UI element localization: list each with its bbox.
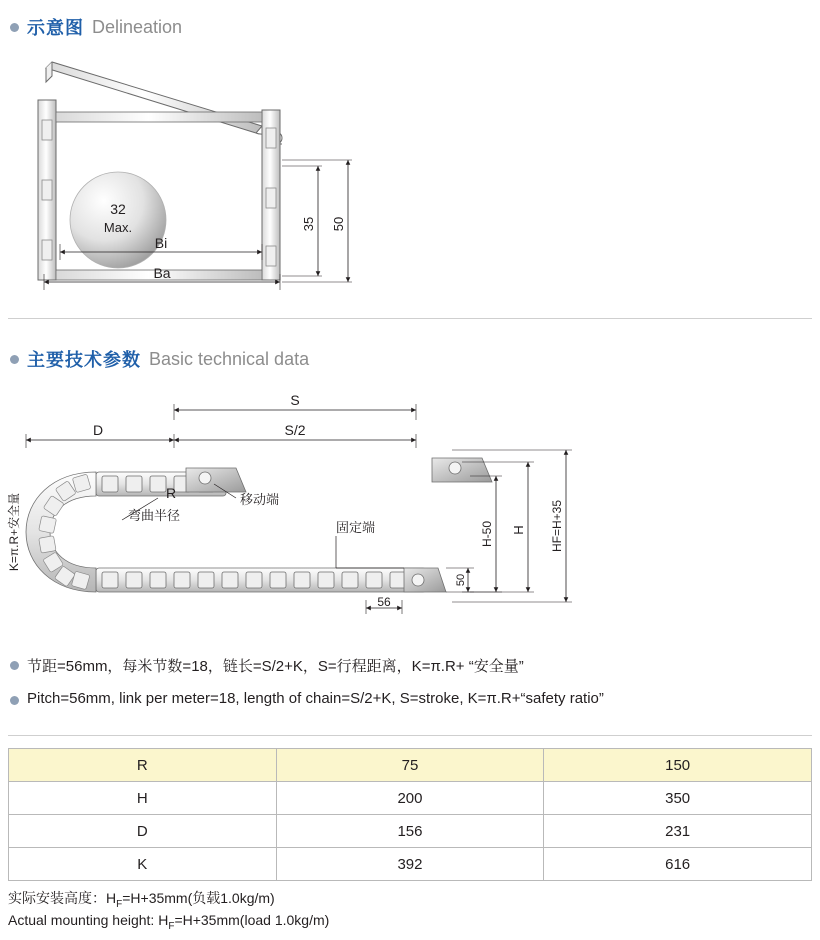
- moving-end-label: 移动端: [240, 492, 280, 507]
- row-label: R: [9, 749, 277, 782]
- dim-H-minus-50-label: H-50: [480, 520, 494, 548]
- bend-radius-label-cn: 弯曲半径: [128, 508, 181, 523]
- bullet-icon: [10, 696, 19, 705]
- dim-50-label: 50: [331, 216, 346, 232]
- section-header-basic-data: [10, 346, 309, 372]
- divider-1: [8, 318, 812, 319]
- footer-en-post: =H+35mm(load 1.0kg/m): [174, 912, 330, 928]
- section-title-cn: 主要技术参数: [27, 350, 141, 370]
- bullet-icon: [10, 355, 19, 364]
- bullet-icon: [10, 661, 19, 670]
- row-value-2: 150: [544, 749, 812, 782]
- bullet-icon: [10, 23, 19, 32]
- dim-50-lower-label: 50: [455, 573, 467, 587]
- row-value-2: 350: [544, 782, 812, 815]
- dim-R-label: R: [166, 485, 177, 501]
- dim-S-label: S: [290, 392, 300, 408]
- ball-max-label: Max.: [103, 220, 133, 235]
- footer-en-sub: F: [168, 920, 175, 932]
- section-title-en: Basic technical data: [149, 348, 310, 369]
- delineation-diagram: [0, 48, 420, 308]
- row-value-2: 616: [544, 848, 812, 881]
- dim-35-label: 35: [301, 216, 316, 232]
- fixed-end-label: 固定端: [336, 520, 376, 535]
- technical-data-diagram: [0, 380, 640, 650]
- footer-cn-post: =H+35mm(负载1.0kg/m): [122, 890, 275, 906]
- dim-H-label: H: [511, 525, 526, 535]
- row-label: H: [9, 782, 277, 815]
- section-title-cn: 示意图: [27, 18, 84, 38]
- note-text-en: Pitch=56mm, link per meter=18, length of chain=S/2+K, S=stroke, K=π.R+“safety ratio”: [27, 690, 604, 707]
- dim-K-label: K=π.R+安全量: [7, 492, 21, 572]
- footer-cn-pre: 实际安装高度：H: [8, 890, 117, 906]
- dim-bi-label: Bi: [154, 235, 168, 251]
- row-label: D: [9, 815, 277, 848]
- note-pitch-en: [10, 690, 604, 707]
- footer-en-pre: Actual mounting height: H: [8, 912, 169, 928]
- row-label: K: [9, 848, 277, 881]
- dim-D-label: D: [92, 422, 104, 438]
- dim-56-label: 56: [377, 595, 391, 609]
- footer-cn-sub: F: [116, 898, 123, 910]
- dim-HF-label: HF=H+35: [550, 499, 564, 553]
- section-header-delineation: [10, 14, 182, 40]
- note-pitch-cn: [10, 655, 524, 676]
- footer-note-en: [8, 912, 329, 932]
- footer-note-cn: [8, 888, 275, 910]
- row-value-1: 200: [276, 782, 544, 815]
- table-row: [9, 749, 812, 782]
- ball-diameter-value: 32: [110, 201, 126, 217]
- note-text-cn: 节距=56mm，每米节数=18，链长=S/2+K，S=行程距离，K=π.R+ “安全量”: [27, 658, 524, 675]
- spec-table: [8, 748, 812, 881]
- section-title-en: Delineation: [92, 16, 183, 37]
- row-value-1: 156: [276, 815, 544, 848]
- row-value-1: 75: [276, 749, 544, 782]
- dim-S-half-label: S/2: [284, 422, 306, 438]
- table-row: [9, 848, 812, 881]
- dim-ba-label: Ba: [153, 265, 171, 281]
- row-value-1: 392: [276, 848, 544, 881]
- table-row: [9, 782, 812, 815]
- table-row: [9, 815, 812, 848]
- divider-2: [8, 735, 812, 736]
- row-value-2: 231: [544, 815, 812, 848]
